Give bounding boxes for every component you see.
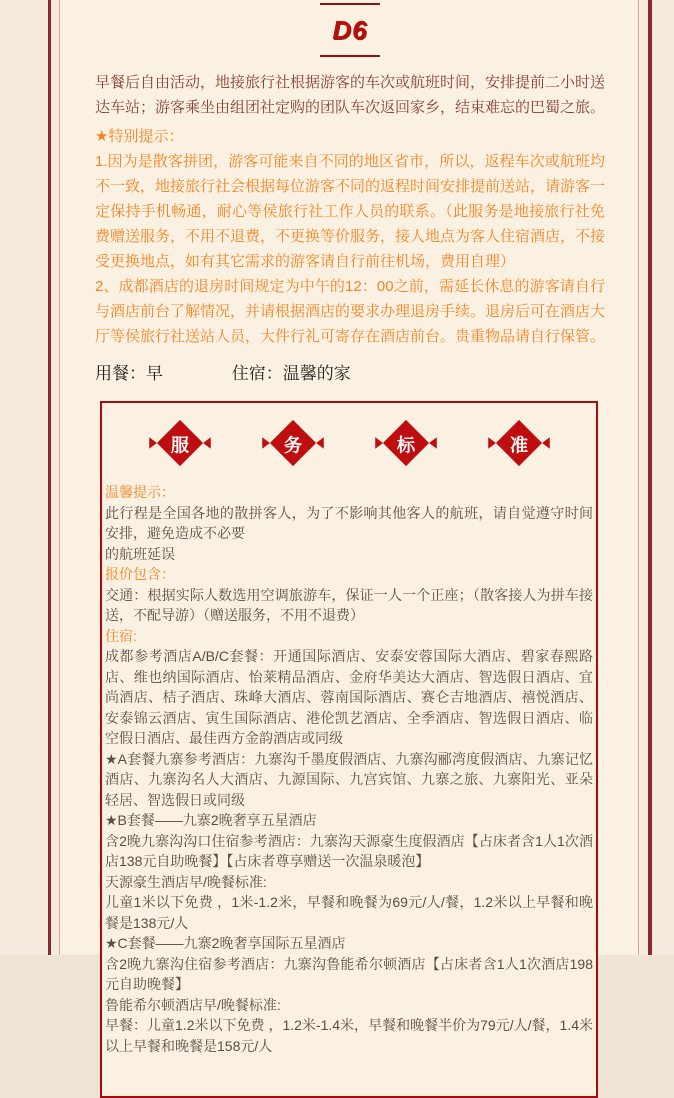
tianyuan-standard-text: 儿童1米以下免费 ，1米-1.2米，早餐和晚餐为69元/人/餐，1.2米以上早餐和晚餐是138元/人 (105, 894, 593, 931)
badge-char: 服 (170, 434, 189, 456)
badge-diamond-icon (487, 418, 551, 468)
badge-char: 务 (283, 434, 302, 456)
quote-heading: 报价包含： (105, 566, 175, 582)
lodging-heading: 住宿: (105, 627, 137, 644)
badge-char: 准 (509, 434, 528, 456)
luneng-standard-title: 鲁能希尔顿酒店早/晚餐标准: (105, 996, 281, 1013)
day-title-top-rule (320, 3, 380, 5)
meal-label: 用餐：早 (95, 364, 163, 383)
badge-diamond-icon (374, 418, 438, 468)
package-b-detail: 含2晚九寨沟沟口住宿参考酒店：九寨沟天源豪生度假酒店【占床者含1人1次酒店138元自助晚餐】【占床者尊享赠送一次温泉暖泡】 (105, 832, 593, 869)
warm-tips-text: 的航班延误 (105, 545, 175, 562)
special-tips (95, 124, 605, 349)
tianyuan-standard-title: 天源豪生酒店早/晚餐标准: (105, 873, 267, 890)
day-title-bottom-rule (320, 55, 380, 57)
meal-info (95, 359, 605, 384)
luneng-standard-text: 早餐：儿童1.2米以下免费 ，1.2米-1.4米，早餐和晚餐半价为79元/人/餐，1.4米以上早餐和晚餐是158元/人 (105, 1017, 593, 1054)
page-content (60, 0, 640, 1054)
package-c-detail: 含2晚九寨沟住宿参考酒店：九寨沟鲁能希尔顿酒店【占床者含1人1次酒店198元自助晚餐】 (105, 955, 593, 992)
badge-diamond-icon (261, 418, 325, 468)
warm-tips-heading: 温馨提示： (105, 484, 175, 500)
special-tip-item: 1.因为是散客拼团，游客可能来自不同的地区省市，所以，返程车次或航班均不一致，地接旅行社会根据每位游客不同的返程时间安排提前送站，请游客一定保持手机畅通，耐心等侯旅行社工作人员的联系。（此服务是地接旅行社免费赠送服务，不用不退费，不更换等价服务，接人地点为客人住宿酒店，不接受更换地点，如有其它需求的游客请自行前往机场，费用自理） (95, 153, 606, 270)
service-badges (105, 418, 593, 468)
stay-label: 住宿：温馨的家 (231, 364, 351, 383)
left-outer-border (48, 0, 51, 955)
badge-char: 标 (396, 434, 415, 456)
package-a-text: ★A套餐九寨参考酒店：九寨沟千墨度假酒店、九寨沟郦湾度假酒店、九寨记忆酒店、九寨沟名人大酒店、九源国际、九宫宾馆、九寨之旅、九寨阳光、亚朵轻居、智选假日或同级 (105, 750, 593, 808)
right-outer-border (648, 0, 652, 955)
special-tips-title: ★特别提示： (95, 128, 184, 145)
service-standard-box (100, 401, 598, 1098)
day-title: D6 (332, 15, 368, 45)
chengdu-hotels-text: 成都参考酒店A/B/C套餐：开通国际酒店、安泰安蓉国际大酒店、碧家春熙路店、维也纳国际酒店、怡莱精品酒店、金府华美达大酒店、智选假日酒店、宜尚酒店、桔子酒店、珠峰大酒店、蓉南国际酒店、赛仑吉地酒店、禧悦酒店、安泰锦云酒店、寅生国际酒店、港伦凯艺酒店、全季酒店、智选假日酒店、临空假日酒店、最佳西方金韵酒店或同级 (105, 648, 593, 746)
package-c-title: ★C套餐——九寨2晚奢享国际五星酒店 (105, 935, 346, 951)
package-b-title: ★B套餐——九寨2晚奢享五星酒店 (105, 812, 317, 828)
right-inner-border (638, 0, 639, 955)
warm-tips-text: 此行程是全国各地的散拼客人，为了不影响其他客人的航班，请自觉遵守时间安排，避免造成不必要 (105, 504, 593, 541)
badge-diamond-icon (148, 418, 212, 468)
intro-paragraph: 早餐后自由活动，地接旅行社根据游客的车次或航班时间，安排提前二小时送达车站；游客乘坐由组团社定购的团队车次返回家乡，结束难忘的巴蜀之旅。 (95, 74, 606, 116)
transport-text: 交通：根据实际人数选用空调旅游车，保证一人一个正座；（散客接人为拼车接送，不配导游）（赠送服务，不用不退费） (105, 586, 593, 623)
special-tip-item: 2、成都酒店的退房时间规定为中午的12：00之前，需延长休息的游客请自行与酒店前台了解情况，并请根据酒店的要求办理退房手续。退房后可在酒店大厅等侯旅行社送站人员，大件行礼可寄存在酒店前台。贵重物品请自行保管。 (95, 278, 606, 345)
